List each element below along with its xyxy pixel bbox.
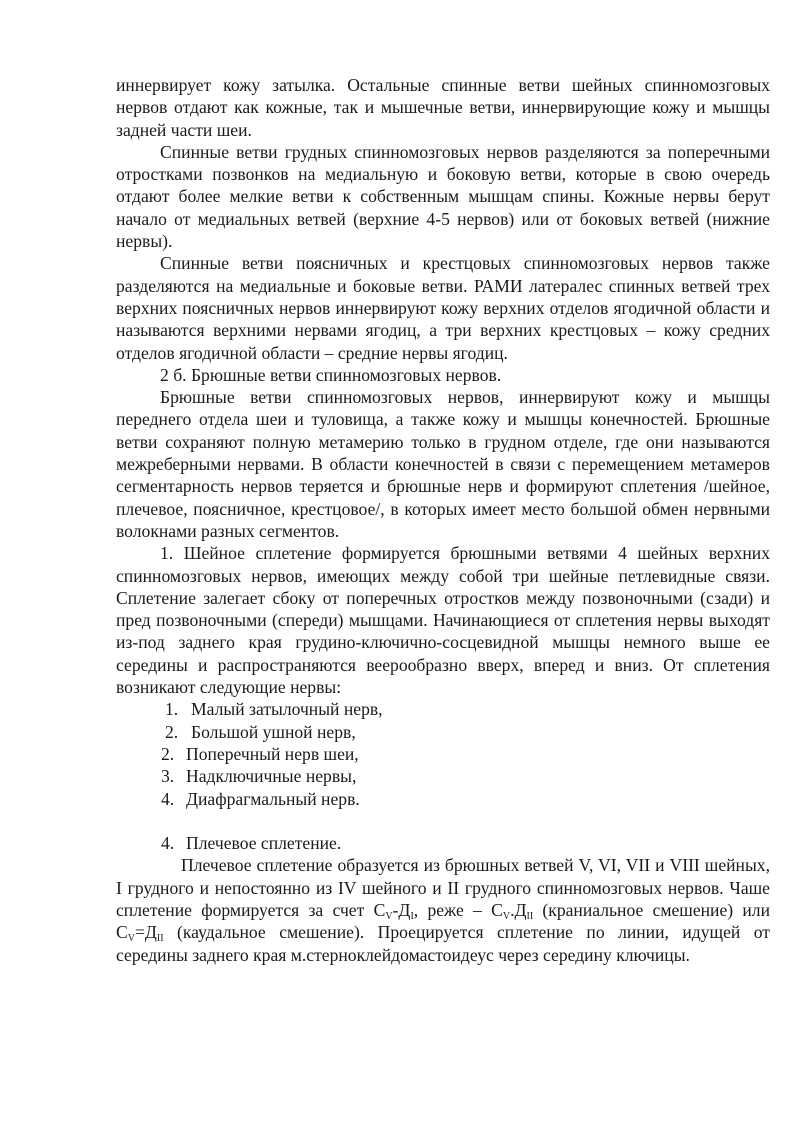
list-item-text: Поперечный нерв шеи,	[186, 743, 359, 764]
formula-part: -Д	[392, 899, 411, 920]
list-item-number: 1.	[165, 699, 179, 720]
list-item	[116, 765, 770, 787]
list-item	[116, 788, 770, 810]
formula-subscript: V	[502, 910, 511, 922]
paragraph-brachial-plexus	[116, 854, 770, 965]
text-run: Плечевое сплетение образуется из брюшных ветвей V, VI, VII и VIII шейных, I грудного и непостоянно из IV шейного и II грудного спинномозговых нервов. Чаше сплетение формируется за счет	[116, 855, 770, 920]
list-item-number: 2.	[161, 743, 175, 764]
formula-base: C	[373, 899, 386, 920]
section-heading-ventral-branches: 2 б. Брюшные ветви спинномозговых нервов.	[160, 364, 502, 385]
formula-subscript: I	[410, 910, 414, 922]
formula-cv-eq-d2	[116, 922, 164, 945]
formula-part: =Д	[134, 922, 157, 943]
list-item-number: 2.	[165, 721, 179, 742]
section-heading-brachial-plexus	[116, 832, 770, 854]
list-item	[116, 698, 770, 720]
formula-part: .Д	[510, 899, 527, 920]
section-number: 4.	[161, 833, 175, 854]
formula-subscript: V	[127, 933, 135, 945]
list-item-text: Диафрагмальный нерв.	[186, 788, 360, 809]
paragraph-ventral-branches: Брюшные ветви спинномозговых нервов, иннервируют кожу и мышцы переднего отдела шеи и туловища, а также кожу и мышцы конечностей. Брюшные ветви сохраняют полную метамерию только в грудном отделе, где они называются межреберными нервами. В области конечностей в связи с перемещением метамеров сегментарность нервов теряется и брюшные нерв и формируют сплетения /шейное, плечевое, поясничное, крестцовое/, в которых имеет место большой обмен нервными волокнами разных сегментов.	[116, 387, 770, 541]
paragraph-thoracic-dorsal: Спинные ветви грудных спинномозговых нервов разделяются за поперечными отростками позвонков на медиальную и боковую ветви, которые в свою очередь отдают более мелкие ветви к собственным мышцам спины. Кожные нервы берут начало от медиальных ветвей (верхние 4-5 нервов) или от боковых ветвей (нижние нервы).	[116, 141, 770, 252]
list-item-text: Большой ушной нерв,	[191, 721, 356, 742]
list-item	[116, 721, 770, 743]
formula-base: C	[116, 922, 128, 943]
formula-base: C	[491, 899, 503, 920]
list-item	[116, 743, 770, 765]
list-item-text: Малый затылочный нерв,	[191, 699, 383, 720]
paragraph-lumbar-sacral-dorsal: Спинные ветви поясничных и крестцовых спинномозговых нервов также разделяются на медиальные и боковые ветви. РАМИ латералес спинных ветвей трех верхних поясничных нервов иннервируют кожу верхних отделов ягодичной области и называются верхними нервами ягодиц, а три верхних крестцовых – кожу средних отделов ягодичной области – средние нервы ягодиц.	[116, 253, 770, 363]
list-item-number: 3.	[161, 766, 175, 787]
formula-subscript: II	[156, 933, 164, 945]
paragraph-cervical-dorsal: иннервирует кожу затылка. Остальные спинные ветви шейных спинномозговых нервов отдают как кожные, так и мышечные ветви, иннервирующие кожу и мышцы задней части шеи.	[116, 75, 770, 140]
list-item-text: Надключичные нервы,	[186, 766, 357, 787]
text-run: (каудальное смешение). Проецируется сплетение по линии, идущей от середины заднего края м.стерноклейдомастоидеус через середину ключицы.	[116, 922, 770, 965]
text-run: (краниальное смешение) или	[533, 899, 770, 920]
list-item-number: 4.	[161, 788, 175, 809]
formula-subscript: II	[526, 910, 534, 922]
paragraph-cervical-plexus: 1. Шейное сплетение формируется брюшными ветвями 4 шейных верхних спинномозговых нервов, имеющих между собой три шейные петлевидные связи. Сплетение залегает сбоку от поперечных отростков между позвоночными (сзади) и пред позвоночными (спереди) мышцами. Начинающиеся от сплетения нервы выходят из-под заднего края грудино-ключично-сосцевидной мышцы немного выше ее середины и распространяются веерообразно вверх, вперед и вниз. От сплетения возникают следующие нервы:	[116, 543, 770, 698]
section-title: Плечевое сплетение.	[186, 833, 342, 854]
nerves-list	[116, 698, 770, 809]
formula-cv-d2	[491, 900, 533, 920]
page-content	[116, 74, 770, 966]
text-run: , реже –	[413, 899, 492, 920]
formula-subscript: V	[385, 910, 393, 922]
formula-cv-d1	[374, 900, 414, 920]
blank-line	[116, 810, 770, 832]
